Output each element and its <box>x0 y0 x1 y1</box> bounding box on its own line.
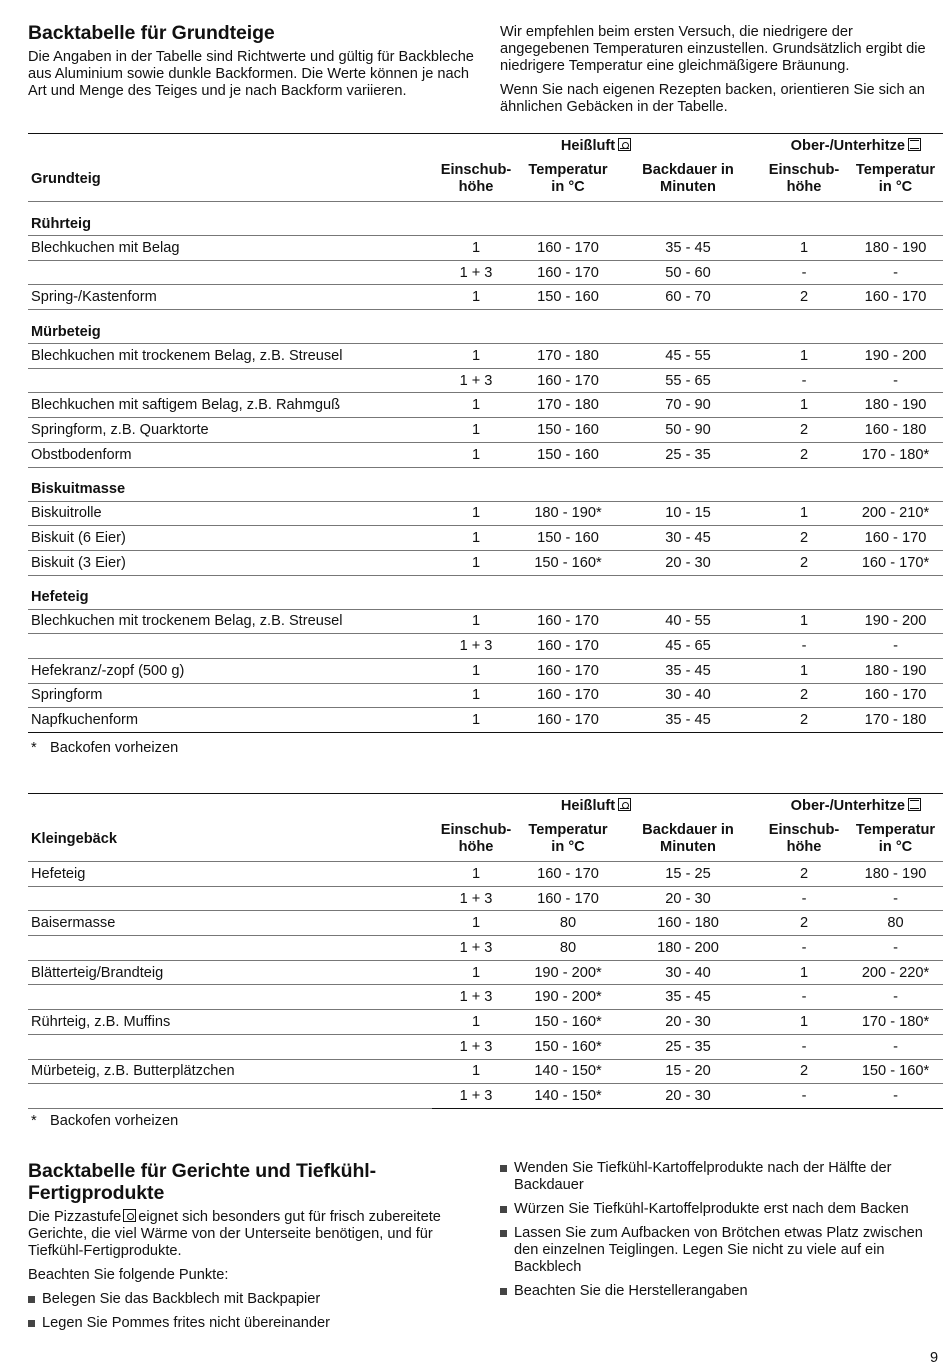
einschub-cell: 1 <box>432 526 520 551</box>
einschub-cell: 1 <box>432 683 520 708</box>
einschub-ou-cell: 2 <box>760 911 848 936</box>
intro-paragraph-right-2: Wenn Sie nach eigenen Rezepten backen, orientieren Sie sich an ähnlichen Gebäcken in der Tabelle. <box>500 82 925 115</box>
column-header-temperatur: Temperatur in °C <box>520 818 616 862</box>
einschub-cell: 1 <box>432 862 520 887</box>
dish-name-cell <box>28 1034 432 1059</box>
square-bullet-icon <box>500 1206 507 1213</box>
heissluft-header <box>432 134 760 158</box>
fan-oven-icon <box>618 798 631 811</box>
points-label: Beachten Sie folgende Punkte: <box>28 1267 229 1283</box>
heissluft-label: Heißluft <box>560 137 616 154</box>
temperatur-ou-cell: 170 - 180* <box>848 442 943 467</box>
einschub-ou-cell: 1 <box>760 658 848 683</box>
table-row <box>28 1034 943 1059</box>
dish-name-cell: Rührteig, z.B. Muffins <box>28 1010 432 1035</box>
einschub-ou-cell: - <box>760 886 848 911</box>
dish-name-cell: Blätterteig/Brandteig <box>28 960 432 985</box>
table-row <box>28 368 943 393</box>
einschub-cell: 1 <box>432 344 520 369</box>
table1-footnote: * Backofen vorheizen <box>31 740 179 756</box>
dish-name-cell: Hefeteig <box>28 862 432 887</box>
einschub-cell: 1 <box>432 285 520 310</box>
category-label: Biskuitmasse <box>28 467 943 501</box>
backdauer-cell: 15 - 20 <box>616 1059 760 1084</box>
einschub-cell: 1 <box>432 393 520 418</box>
kleingebaeck-baking-table <box>28 793 943 1109</box>
backdauer-cell: 55 - 65 <box>616 368 760 393</box>
bullet-item <box>28 1315 473 1332</box>
category-row <box>28 202 943 236</box>
grundteig-baking-table <box>28 133 943 733</box>
einschub-ou-cell: 2 <box>760 862 848 887</box>
category-row <box>28 575 943 609</box>
backdauer-cell: 15 - 25 <box>616 862 760 887</box>
temperatur-cell: 160 - 170 <box>520 609 616 634</box>
temperatur-ou-cell: 180 - 190 <box>848 236 943 261</box>
einschub-ou-cell: - <box>760 936 848 961</box>
table-row <box>28 442 943 467</box>
backdauer-cell: 180 - 200 <box>616 936 760 961</box>
einschub-ou-cell: 2 <box>760 708 848 733</box>
dish-name-cell <box>28 936 432 961</box>
dish-name-cell: Blechkuchen mit Belag <box>28 236 432 261</box>
backdauer-cell: 10 - 15 <box>616 501 760 526</box>
ober-unterhitze-label: Ober-/Unterhitze <box>790 797 905 814</box>
section-gerichte-tips <box>500 1160 945 1307</box>
temperatur-ou-cell: 160 - 170 <box>848 683 943 708</box>
category-row <box>28 467 943 501</box>
einschub-cell: 1 <box>432 658 520 683</box>
einschub-cell: 1 + 3 <box>432 1034 520 1059</box>
einschub-ou-cell: - <box>760 260 848 285</box>
page-number: 9 <box>930 1350 939 1366</box>
bullet-text: Beachten Sie die Herstellerangaben <box>514 1283 748 1299</box>
section-title-grundteige: Backtabelle für Grundteige <box>28 22 275 44</box>
temperatur-ou-cell: - <box>848 368 943 393</box>
temperatur-ou-cell: 200 - 210* <box>848 501 943 526</box>
einschub-cell: 1 <box>432 442 520 467</box>
square-bullet-icon <box>28 1296 35 1303</box>
dish-name-cell: Spring-/Kastenform <box>28 285 432 310</box>
temperatur-cell: 190 - 200* <box>520 960 616 985</box>
einschub-ou-cell: 2 <box>760 526 848 551</box>
table-row <box>28 550 943 575</box>
bullet-text: Wenden Sie Tiefkühl-Kartoffelprodukte nach der Hälfte der Backdauer <box>514 1160 892 1193</box>
temperatur-cell: 160 - 170 <box>520 862 616 887</box>
einschub-ou-cell: - <box>760 1084 848 1109</box>
column-header-backdauer: Backdauer in Minuten <box>616 818 760 862</box>
temperatur-cell: 150 - 160* <box>520 1034 616 1059</box>
top-bottom-heat-icon <box>908 798 921 811</box>
backdauer-cell: 20 - 30 <box>616 886 760 911</box>
temperatur-cell: 170 - 180 <box>520 344 616 369</box>
temperatur-cell: 170 - 180 <box>520 393 616 418</box>
temperatur-cell: 80 <box>520 936 616 961</box>
einschub-ou-cell: - <box>760 368 848 393</box>
ober-unterhitze-header <box>760 134 943 158</box>
section-grundteige-intro <box>28 22 478 107</box>
heissluft-label: Heißluft <box>560 797 616 814</box>
table-row <box>28 501 943 526</box>
column-header-temperatur: Temperatur in °C <box>520 158 616 202</box>
dish-name-cell: Biskuitrolle <box>28 501 432 526</box>
einschub-cell: 1 <box>432 911 520 936</box>
temperatur-ou-cell: 160 - 170* <box>848 550 943 575</box>
backdauer-cell: 60 - 70 <box>616 285 760 310</box>
einschub-ou-cell: 1 <box>760 393 848 418</box>
table-row <box>28 418 943 443</box>
section-grundteige-advice <box>500 24 945 123</box>
temperatur-cell: 140 - 150* <box>520 1059 616 1084</box>
temperatur-ou-cell: - <box>848 1034 943 1059</box>
bullet-item <box>500 1201 945 1218</box>
table-row <box>28 236 943 261</box>
column-header-einschub: Einschub- höhe <box>432 158 520 202</box>
intro-paragraph-left: Die Angaben in der Tabelle sind Richtwerte und gültig für Backbleche aus Aluminium sowie dunkle Backformen. Die Werte können je nach Art und Menge des Teiges und je nach Backform variieren. <box>28 49 474 99</box>
table-row <box>28 609 943 634</box>
table-row <box>28 886 943 911</box>
column-header-einschub-ou: Einschub- höhe <box>760 158 848 202</box>
temperatur-cell: 150 - 160 <box>520 442 616 467</box>
temperatur-cell: 150 - 160 <box>520 418 616 443</box>
column-header-temperatur-ou: Temperatur in °C <box>848 158 943 202</box>
backdauer-cell: 25 - 35 <box>616 442 760 467</box>
temperatur-ou-cell: - <box>848 1084 943 1109</box>
category-label: Rührteig <box>28 202 943 236</box>
backdauer-cell: 30 - 40 <box>616 960 760 985</box>
pizza-setting-icon <box>123 1209 136 1222</box>
temperatur-cell: 160 - 170 <box>520 236 616 261</box>
einschub-ou-cell: - <box>760 634 848 659</box>
backdauer-cell: 35 - 45 <box>616 658 760 683</box>
backdauer-cell: 30 - 40 <box>616 683 760 708</box>
dish-name-cell <box>28 368 432 393</box>
gerichte-intro-paragraph: Die Pizzastufe eignet sich besonders gut für frisch zubereitete Gerichte, die viel Wärme von der Unterseite benötigen, und für Tiefkühl-Fertigprodukte. <box>28 1209 441 1259</box>
dish-name-cell: Obstbodenform <box>28 442 432 467</box>
table-row <box>28 1084 943 1109</box>
temperatur-cell: 160 - 170 <box>520 368 616 393</box>
temperatur-cell: 160 - 170 <box>520 634 616 659</box>
temperatur-ou-cell: - <box>848 260 943 285</box>
table-group-header <box>28 134 943 158</box>
backdauer-cell: 40 - 55 <box>616 609 760 634</box>
einschub-cell: 1 <box>432 1059 520 1084</box>
column-header-einschub: Einschub- höhe <box>432 818 520 862</box>
dish-name-cell <box>28 1084 432 1109</box>
backdauer-cell: 70 - 90 <box>616 393 760 418</box>
dish-name-cell <box>28 634 432 659</box>
square-bullet-icon <box>28 1320 35 1327</box>
einschub-cell: 1 <box>432 960 520 985</box>
einschub-cell: 1 <box>432 418 520 443</box>
table-row <box>28 344 943 369</box>
dish-name-cell <box>28 886 432 911</box>
section-title-gerichte: Backtabelle für Gerichte und Tiefkühl-Fertigprodukte <box>28 1160 377 1204</box>
column-header-backdauer: Backdauer in Minuten <box>616 158 760 202</box>
table-row <box>28 393 943 418</box>
ober-unterhitze-header <box>760 794 943 818</box>
bullet-text: Legen Sie Pommes frites nicht übereinander <box>42 1315 330 1331</box>
square-bullet-icon <box>500 1165 507 1172</box>
dish-name-cell: Mürbeteig, z.B. Butterplätzchen <box>28 1059 432 1084</box>
backdauer-cell: 25 - 35 <box>616 1034 760 1059</box>
dish-name-cell <box>28 260 432 285</box>
temperatur-cell: 190 - 200* <box>520 985 616 1010</box>
einschub-ou-cell: - <box>760 1034 848 1059</box>
dish-name-cell: Springform <box>28 683 432 708</box>
temperatur-ou-cell: 170 - 180* <box>848 1010 943 1035</box>
bullet-list-left <box>28 1291 473 1332</box>
square-bullet-icon <box>500 1230 507 1237</box>
bullet-item <box>500 1160 945 1194</box>
square-bullet-icon <box>500 1288 507 1295</box>
dish-name-cell: Biskuit (3 Eier) <box>28 550 432 575</box>
category-label: Hefeteig <box>28 575 943 609</box>
table-row <box>28 658 943 683</box>
column-header-einschub-ou: Einschub- höhe <box>760 818 848 862</box>
temperatur-cell: 80 <box>520 911 616 936</box>
backdauer-cell: 35 - 45 <box>616 236 760 261</box>
dish-name-cell: Blechkuchen mit saftigem Belag, z.B. Rahmguß <box>28 393 432 418</box>
einschub-ou-cell: 1 <box>760 344 848 369</box>
table2-footnote: * Backofen vorheizen <box>31 1113 179 1129</box>
einschub-ou-cell: 2 <box>760 1059 848 1084</box>
column-header-kleingebaeck: Kleingebäck <box>28 818 432 862</box>
table-column-header <box>28 818 943 862</box>
section-gerichte-intro <box>28 1160 473 1339</box>
table-row <box>28 1059 943 1084</box>
temperatur-cell: 150 - 160* <box>520 550 616 575</box>
table-row <box>28 708 943 733</box>
einschub-ou-cell: - <box>760 985 848 1010</box>
ober-unterhitze-label: Ober-/Unterhitze <box>790 137 905 154</box>
table-row <box>28 683 943 708</box>
temperatur-ou-cell: 170 - 180 <box>848 708 943 733</box>
einschub-cell: 1 <box>432 236 520 261</box>
temperatur-ou-cell: - <box>848 634 943 659</box>
temperatur-ou-cell: 190 - 200 <box>848 609 943 634</box>
category-label: Mürbeteig <box>28 310 943 344</box>
einschub-ou-cell: 1 <box>760 1010 848 1035</box>
table-row <box>28 634 943 659</box>
column-header-grundteig: Grundteig <box>28 158 432 202</box>
bullet-text: Würzen Sie Tiefkühl-Kartoffelprodukte erst nach dem Backen <box>514 1201 909 1217</box>
backdauer-cell: 35 - 45 <box>616 985 760 1010</box>
einschub-ou-cell: 2 <box>760 285 848 310</box>
temperatur-cell: 140 - 150* <box>520 1084 616 1109</box>
bullet-item <box>500 1225 945 1276</box>
table-column-header <box>28 158 943 202</box>
einschub-ou-cell: 1 <box>760 236 848 261</box>
einschub-cell: 1 <box>432 1010 520 1035</box>
einschub-ou-cell: 1 <box>760 960 848 985</box>
temperatur-ou-cell: 160 - 170 <box>848 285 943 310</box>
dish-name-cell: Blechkuchen mit trockenem Belag, z.B. Streusel <box>28 609 432 634</box>
heissluft-header <box>432 794 760 818</box>
backdauer-cell: 45 - 55 <box>616 344 760 369</box>
backdauer-cell: 50 - 60 <box>616 260 760 285</box>
einschub-cell: 1 + 3 <box>432 634 520 659</box>
bullet-item <box>28 1291 473 1308</box>
einschub-cell: 1 + 3 <box>432 886 520 911</box>
backdauer-cell: 160 - 180 <box>616 911 760 936</box>
dish-name-cell: Biskuit (6 Eier) <box>28 526 432 551</box>
temperatur-cell: 160 - 170 <box>520 260 616 285</box>
temperatur-ou-cell: 160 - 180 <box>848 418 943 443</box>
einschub-cell: 1 + 3 <box>432 260 520 285</box>
dish-name-cell: Blechkuchen mit trockenem Belag, z.B. Streusel <box>28 344 432 369</box>
temperatur-ou-cell: - <box>848 985 943 1010</box>
top-bottom-heat-icon <box>908 138 921 151</box>
table-row <box>28 285 943 310</box>
backdauer-cell: 30 - 45 <box>616 526 760 551</box>
temperatur-ou-cell: 190 - 200 <box>848 344 943 369</box>
dish-name-cell <box>28 985 432 1010</box>
einschub-ou-cell: 2 <box>760 442 848 467</box>
bullet-text: Lassen Sie zum Aufbacken von Brötchen etwas Platz zwischen den einzelnen Teiglingen. Legen Sie nicht zu viele auf ein Backblech <box>514 1225 923 1275</box>
temperatur-cell: 160 - 170 <box>520 708 616 733</box>
einschub-ou-cell: 2 <box>760 683 848 708</box>
temperatur-ou-cell: 160 - 170 <box>848 526 943 551</box>
table-group-header <box>28 794 943 818</box>
temperatur-cell: 160 - 170 <box>520 658 616 683</box>
table-row <box>28 862 943 887</box>
einschub-cell: 1 + 3 <box>432 1084 520 1109</box>
column-header-temperatur-ou: Temperatur in °C <box>848 818 943 862</box>
einschub-cell: 1 <box>432 609 520 634</box>
einschub-ou-cell: 2 <box>760 418 848 443</box>
einschub-ou-cell: 2 <box>760 550 848 575</box>
temperatur-ou-cell: 180 - 190 <box>848 393 943 418</box>
temperatur-cell: 150 - 160 <box>520 526 616 551</box>
table-row <box>28 960 943 985</box>
dish-name-cell: Napfkuchenform <box>28 708 432 733</box>
temperatur-cell: 150 - 160 <box>520 285 616 310</box>
einschub-cell: 1 + 3 <box>432 368 520 393</box>
intro-paragraph-right-1: Wir empfehlen beim ersten Versuch, die niedrigere der angegebenen Temperaturen einzustellen. Grundsätzlich ergibt die niedrigere Temperatur eine gleichmäßigere Bräunung. <box>500 24 926 74</box>
table-row <box>28 260 943 285</box>
temperatur-cell: 160 - 170 <box>520 886 616 911</box>
temperatur-cell: 150 - 160* <box>520 1010 616 1035</box>
temperatur-ou-cell: - <box>848 886 943 911</box>
fan-oven-icon <box>618 138 631 151</box>
einschub-cell: 1 <box>432 550 520 575</box>
backdauer-cell: 45 - 65 <box>616 634 760 659</box>
table-row <box>28 526 943 551</box>
einschub-cell: 1 + 3 <box>432 936 520 961</box>
table-row <box>28 936 943 961</box>
dish-name-cell: Baisermasse <box>28 911 432 936</box>
table-row <box>28 985 943 1010</box>
temperatur-cell: 160 - 170 <box>520 683 616 708</box>
temperatur-ou-cell: 200 - 220* <box>848 960 943 985</box>
category-row <box>28 310 943 344</box>
dish-name-cell: Hefekranz/-zopf (500 g) <box>28 658 432 683</box>
table-row <box>28 1010 943 1035</box>
temperatur-ou-cell: 150 - 160* <box>848 1059 943 1084</box>
backdauer-cell: 50 - 90 <box>616 418 760 443</box>
einschub-cell: 1 + 3 <box>432 985 520 1010</box>
temperatur-ou-cell: 80 <box>848 911 943 936</box>
bullet-text: Belegen Sie das Backblech mit Backpapier <box>42 1291 321 1307</box>
table-row <box>28 911 943 936</box>
bullet-item <box>500 1283 945 1300</box>
temperatur-ou-cell: 180 - 190 <box>848 658 943 683</box>
backdauer-cell: 20 - 30 <box>616 550 760 575</box>
temperatur-ou-cell: - <box>848 936 943 961</box>
einschub-ou-cell: 1 <box>760 609 848 634</box>
backdauer-cell: 20 - 30 <box>616 1010 760 1035</box>
temperatur-ou-cell: 180 - 190 <box>848 862 943 887</box>
einschub-ou-cell: 1 <box>760 501 848 526</box>
dish-name-cell: Springform, z.B. Quarktorte <box>28 418 432 443</box>
einschub-cell: 1 <box>432 501 520 526</box>
temperatur-cell: 180 - 190* <box>520 501 616 526</box>
backdauer-cell: 35 - 45 <box>616 708 760 733</box>
bullet-list-right <box>500 1160 945 1300</box>
einschub-cell: 1 <box>432 708 520 733</box>
backdauer-cell: 20 - 30 <box>616 1084 760 1109</box>
